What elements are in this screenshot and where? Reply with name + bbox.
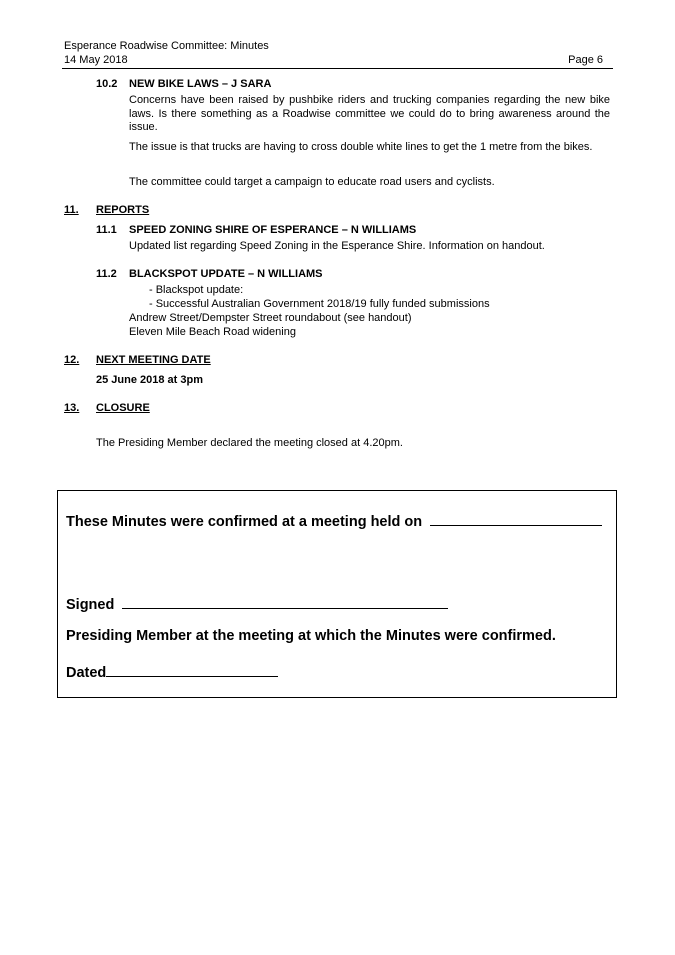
section-11-1-number: 11.1 <box>96 224 117 236</box>
dated-label: Dated <box>66 665 107 681</box>
presiding-member-text: Presiding Member at the meeting at which the Minutes were confirmed. <box>66 628 556 644</box>
section-10-2-number: 10.2 <box>96 78 118 90</box>
section-10-2-title: NEW BIKE LAWS – J SARA <box>129 78 272 90</box>
closure-text: The Presiding Member declared the meeting closed at 4.20pm. <box>96 437 403 449</box>
header-page-number: Page 6 <box>568 54 603 66</box>
section-10-2-paragraph-3: The committee could target a campaign to educate road users and cyclists. <box>129 176 495 188</box>
section-13-number: 13. <box>64 402 80 414</box>
dated-line <box>66 662 278 681</box>
section-12-number: 12. <box>64 354 80 366</box>
list-item: - Successful Australian Government 2018/19 fully funded submissions <box>149 298 490 310</box>
section-11-2-line-2: Eleven Mile Beach Road widening <box>129 326 296 338</box>
header-divider <box>62 68 613 69</box>
confirmation-line <box>66 511 602 530</box>
dated-blank <box>106 662 278 677</box>
section-11-2-title: BLACKSPOT UPDATE – N WILLIAMS <box>129 268 323 280</box>
header-title: Esperance Roadwise Committee: Minutes <box>64 40 269 52</box>
section-11-2-line-1: Andrew Street/Dempster Street roundabout (see handout) <box>129 312 412 324</box>
list-item: - Blackspot update: <box>149 284 244 296</box>
section-11-number: 11. <box>64 204 79 216</box>
section-12-title: NEXT MEETING DATE <box>96 354 211 366</box>
signature-blank <box>122 594 448 609</box>
section-10-2-paragraph-1: Concerns have been raised by pushbike riders and trucking companies regarding the new bike laws. Is there something as a Roadwise committee we could do to bring awareness around the issue. <box>129 94 610 133</box>
confirmation-text: These Minutes were confirmed at a meeting held on <box>66 514 423 530</box>
section-11-1-text: Updated list regarding Speed Zoning in the Esperance Shire. Information on handout. <box>129 240 545 252</box>
section-11-1-title: SPEED ZONING SHIRE OF ESPERANCE – N WILLIAMS <box>129 224 417 236</box>
section-11-2-number: 11.2 <box>96 268 117 280</box>
signed-label: Signed <box>66 597 115 613</box>
confirmation-box <box>57 490 617 698</box>
meeting-date-blank <box>430 511 602 526</box>
signed-line <box>66 594 448 613</box>
section-10-2-paragraph-2: The issue is that trucks are having to cross double white lines to get the 1 metre from the bikes. <box>129 141 593 153</box>
next-meeting-date: 25 June 2018 at 3pm <box>96 374 204 386</box>
header-date: 14 May 2018 <box>64 54 128 66</box>
section-13-title: CLOSURE <box>96 402 150 414</box>
section-11-title: REPORTS <box>96 204 150 216</box>
